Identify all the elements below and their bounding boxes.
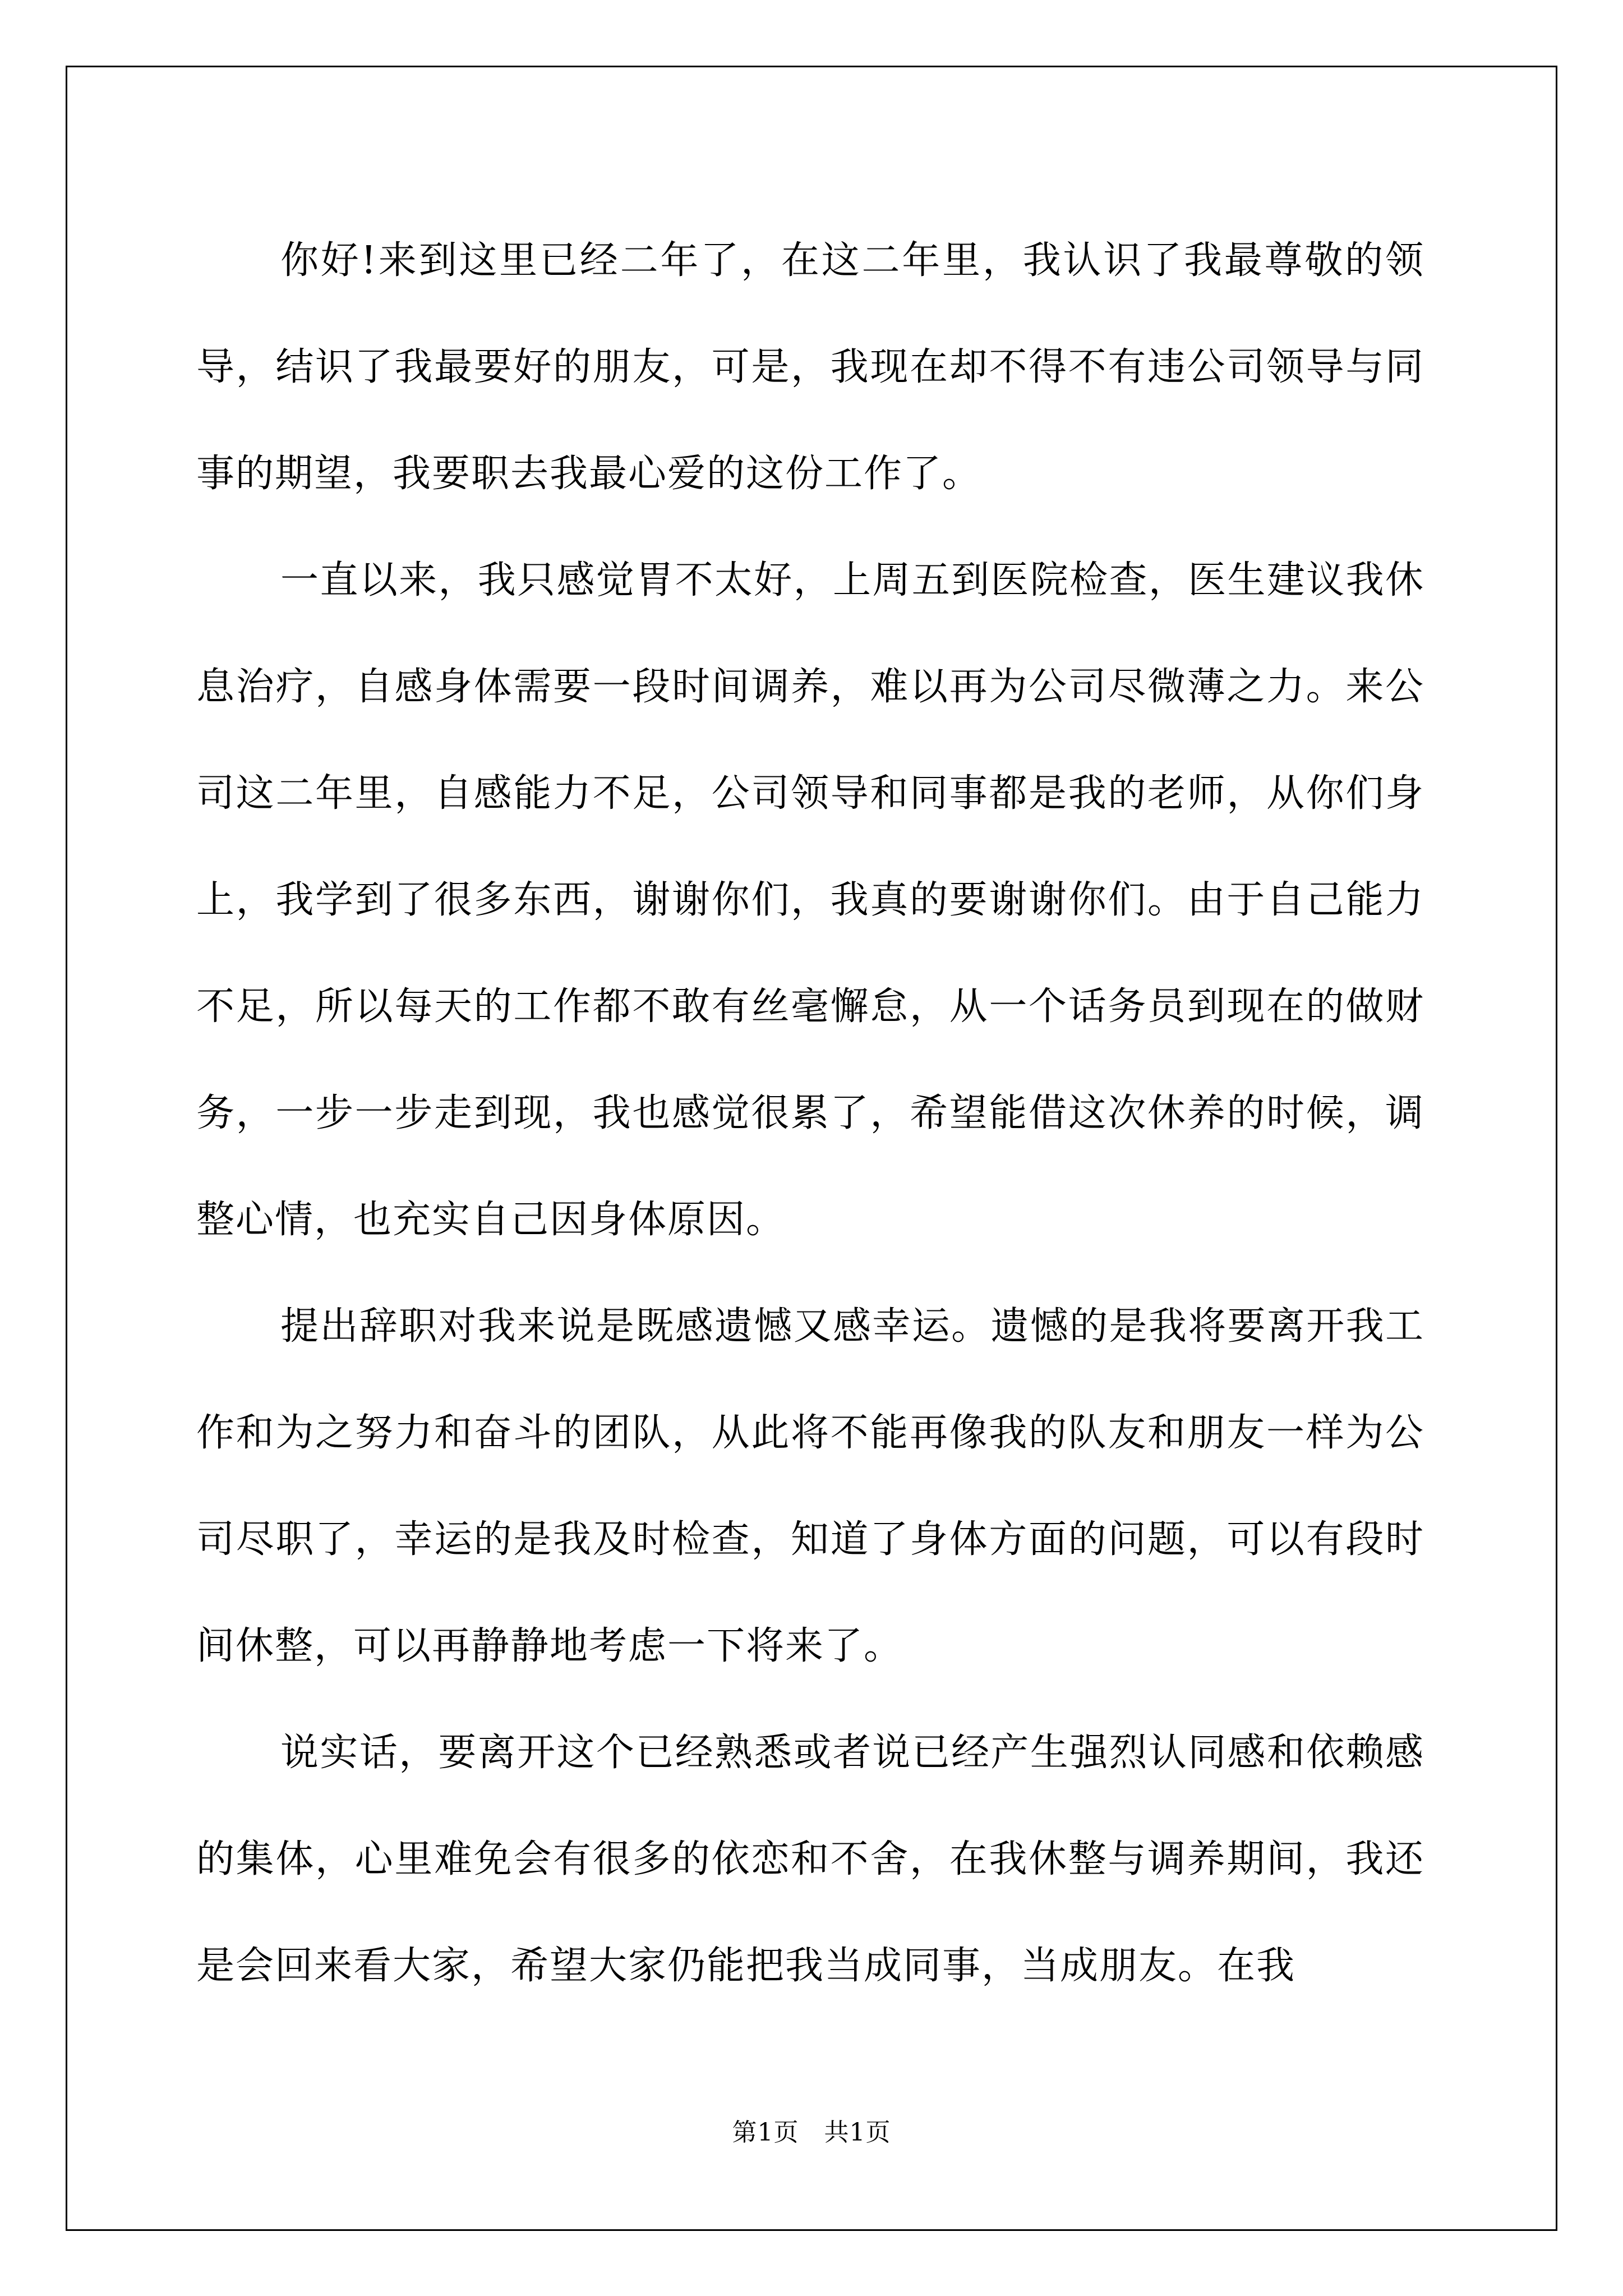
paragraph-4: 说实话，要离开这个已经熟悉或者说已经产生强烈认同感和依赖感的集体，心里难免会有很多的依恋和不舍，在我休整与调养期间，我还是会回来看大家，希望大家仍能把我当成同事，当成朋友。在我 [196, 1731, 1424, 1988]
paragraph-2: 一直以来，我只感觉胃不太好，上周五到医院检查，医生建议我休息治疗，自感身体需要一段时间调养，难以再为公司尽微薄之力。来公司这二年里，自感能力不足，公司领导和同事都是我的老师，从你们身上，我学到了很多东西，谢谢你们，我真的要谢谢你们。由于自己能力不足，所以每天的工作都不敢有丝毫懈怠，从一个话务员到现在的做财务，一步一步走到现，我也感觉很累了，希望能借这次休养的时候，调整心情，也充实自己因身体原因。 [196, 558, 1424, 1242]
paragraph-3: 提出辞职对我来说是既感遗憾又感幸运。遗憾的是我将要离开我工作和为之努力和奋斗的团队，从此将不能再像我的队友和朋友一样为公司尽职了，幸运的是我及时检查，知道了身体方面的问题，可以有段时间休整，可以再静静地考虑一下将来了。 [196, 1304, 1424, 1668]
paragraph-1: 你好!来到这里已经二年了，在这二年里，我认识了我最尊敬的领导，结识了我最要好的朋友，可是，我现在却不得不有违公司领导与同事的期望，我要职去我最心爱的这份工作了。 [196, 238, 1424, 496]
page-number-footer: 第1页 共1页 [732, 2118, 891, 2147]
document-body [196, 208, 1424, 2019]
